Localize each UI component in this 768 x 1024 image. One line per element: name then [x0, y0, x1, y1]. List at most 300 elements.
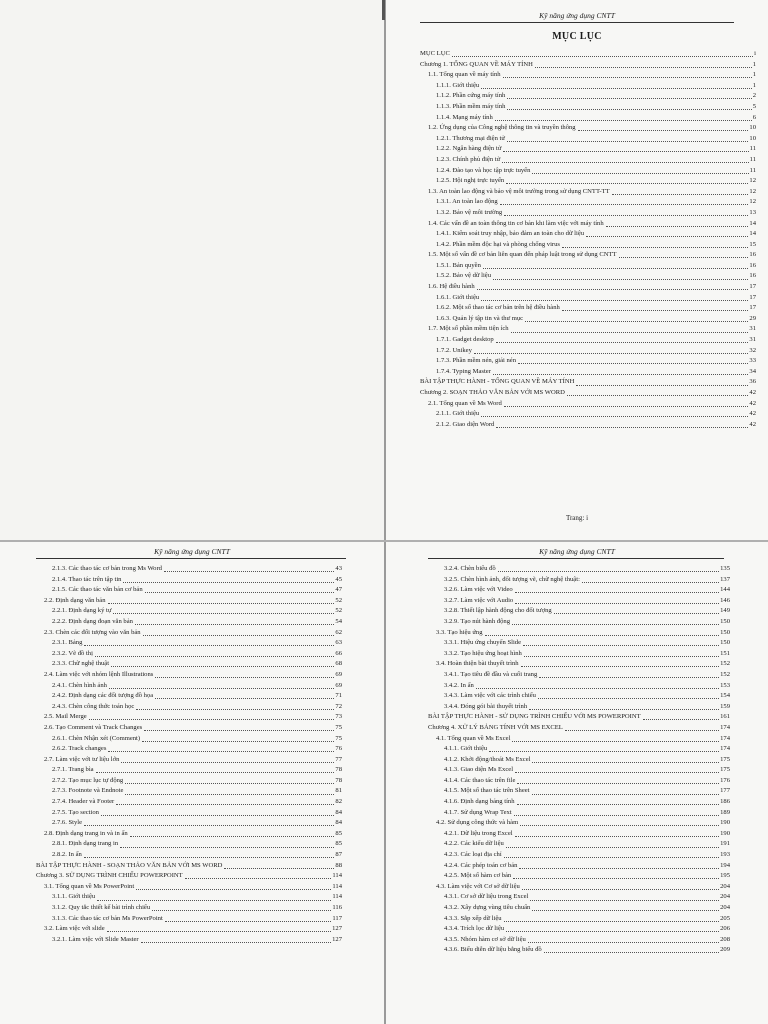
toc-entry-page: 87 — [335, 851, 342, 859]
toc-entry — [420, 123, 756, 134]
toc-entry-title: 3.1.1. Giới thiệu — [52, 893, 96, 901]
toc-entry-title: 3.4.4. Đóng gói bài thuyết trình — [444, 702, 528, 710]
toc-leader-dots — [539, 677, 719, 678]
toc-leader-dots — [107, 931, 331, 932]
scan-mark — [382, 0, 385, 20]
toc-entry-page: 206 — [720, 925, 730, 933]
toc-leader-dots — [532, 794, 720, 795]
toc-entry-title: 3.2.1. Làm việc với Slide Master — [52, 935, 139, 943]
toc-leader-dots — [532, 762, 719, 763]
toc-entry-page: 6 — [752, 113, 756, 121]
toc-entry — [36, 850, 342, 861]
toc-entry — [420, 208, 756, 219]
toc-leader-dots — [483, 268, 749, 269]
toc-leader-dots — [503, 151, 748, 152]
toc-entry — [36, 723, 342, 734]
toc-entry — [36, 786, 342, 797]
toc-entry-page: 31 — [749, 325, 756, 333]
toc-leader-dots — [185, 878, 332, 879]
toc-leader-dots — [500, 204, 749, 205]
toc-leader-dots — [136, 709, 334, 710]
toc-entry — [36, 585, 342, 596]
toc-entry — [36, 628, 342, 639]
toc-leader-dots — [511, 332, 749, 333]
toc-entry-page: 135 — [720, 565, 730, 572]
toc-leader-dots — [143, 635, 335, 636]
toc-entry-page: 54 — [335, 617, 342, 625]
toc-leader-dots — [503, 77, 752, 78]
toc-entry — [36, 839, 342, 850]
toc-entry-page: 63 — [335, 639, 342, 647]
toc-entry — [420, 303, 756, 314]
toc-leader-dots — [485, 635, 720, 636]
toc-leader-dots — [576, 385, 748, 386]
toc-entry — [428, 861, 730, 872]
toc-entry — [36, 765, 342, 776]
toc-leader-dots — [136, 889, 331, 890]
page-header: Kỹ năng ứng dụng CNTT — [154, 547, 230, 556]
toc-entry-title: 4.3.3. Sắp xếp dữ liệu — [444, 914, 502, 922]
toc-entry-title: 2.1. Tổng quan về Ms Word — [428, 399, 502, 407]
toc-entry-page: 75 — [335, 723, 342, 731]
toc-entry-page: 174 — [720, 723, 730, 731]
toc-entry-page: 154 — [720, 692, 730, 700]
toc-entry-page: 10 — [749, 124, 756, 132]
header-rule — [420, 22, 734, 23]
page-header: Kỹ năng ứng dụng CNTT — [539, 547, 615, 556]
toc-entry-page: 195 — [720, 872, 730, 880]
fold-line-vertical — [384, 0, 386, 1024]
toc-leader-dots — [477, 289, 749, 290]
toc-leader-dots — [164, 571, 334, 572]
toc-entry-title: 2.3.2. Vẽ đồ thị — [52, 649, 93, 657]
toc-leader-dots — [84, 645, 334, 646]
toc-entry-page: 150 — [720, 639, 730, 647]
toc-leader-dots — [524, 656, 719, 657]
toc-entry — [420, 388, 756, 399]
toc-entry-title: 3.2.6. Làm việc với Video — [444, 586, 513, 594]
toc-leader-dots — [544, 952, 719, 953]
toc-leader-dots — [493, 374, 748, 375]
toc-leader-dots — [489, 751, 719, 752]
toc-entry — [420, 166, 756, 177]
toc-entry-page: 144 — [720, 586, 730, 594]
toc-entry-title: BÀI TẬP THỰC HÀNH - SOẠN THẢO VĂN BẢN VỚI MS WORD — [36, 861, 223, 869]
toc-entry-title: 2.5. Mail Merge — [44, 713, 87, 721]
toc-entry-page: 73 — [335, 713, 342, 721]
toc-entry-title: 3.4.3. Làm việc với các trình chiếu — [444, 692, 536, 700]
toc-title: MỤC LỤC — [552, 31, 602, 42]
toc-entry-title: 3.2.9. Tạo nút hành động — [444, 617, 510, 625]
toc-entry-title: 4.1.1. Giới thiệu — [444, 745, 488, 753]
toc-entry-page: 81 — [335, 787, 342, 795]
toc-entry-page: 159 — [720, 702, 730, 710]
toc-entry-page: 14 — [749, 230, 756, 238]
toc-leader-dots — [108, 603, 335, 604]
toc-entry-page: 12 — [749, 177, 756, 185]
toc-entry-page: 45 — [335, 575, 342, 583]
toc-list — [36, 564, 342, 945]
toc-entry — [428, 776, 730, 787]
toc-leader-dots — [515, 836, 720, 837]
toc-entry-page: 174 — [720, 734, 730, 742]
toc-entry — [420, 70, 756, 81]
toc-entry-page: 127 — [332, 935, 342, 943]
toc-leader-dots — [120, 847, 334, 848]
toc-entry-page: 84 — [335, 808, 342, 816]
toc-leader-dots — [523, 645, 719, 646]
toc-entry — [428, 702, 730, 713]
header-rule — [36, 558, 346, 559]
toc-entry-page: 15 — [749, 240, 756, 248]
toc-entry — [428, 924, 730, 935]
toc-leader-dots — [141, 942, 331, 943]
toc-entry-page: 153 — [720, 681, 730, 689]
toc-entry-page: 190 — [720, 819, 730, 827]
toc-leader-dots — [520, 825, 719, 826]
toc-entry-title: 1.7.1. Gadget desktop — [436, 336, 494, 344]
toc-entry-page: 77 — [335, 755, 342, 763]
toc-leader-dots — [155, 677, 334, 678]
toc-entry — [420, 197, 756, 208]
toc-entry-title: BÀI TẬP THỰC HÀNH - TỔNG QUAN VỀ MÁY TÍNH — [420, 378, 575, 386]
toc-entry — [36, 818, 342, 829]
toc-entry-title: 1.3. An toàn lao động và bảo vệ môi trường trong sử dụng CNTT-TT — [428, 187, 610, 195]
toc-entry-page: 17 — [749, 293, 756, 301]
toc-entry-title: 1.1.1. Giới thiệu — [436, 81, 480, 89]
toc-entry — [36, 617, 342, 628]
toc-entry — [36, 691, 342, 702]
toc-entry-title: 4.2.3. Các loại địa chỉ — [444, 851, 502, 859]
toc-entry — [428, 818, 730, 829]
toc-entry-page: 85 — [335, 829, 342, 837]
toc-entry — [420, 271, 756, 282]
toc-entry-title: 4.3. Làm việc với Cơ sở dữ liệu — [436, 882, 520, 890]
toc-entry-title: 1.6.2. Một số thao tác cơ bản trên hệ điều hành — [436, 304, 560, 312]
toc-entry-title: BÀI TẬP THỰC HÀNH - SỬ DỤNG TRÌNH CHIẾU VỚI MS POWERPOINT — [428, 713, 641, 721]
toc-entry-page: 204 — [720, 882, 730, 890]
toc-entry-page: 204 — [720, 893, 730, 901]
toc-entry-page: 17 — [749, 283, 756, 291]
toc-entry — [36, 564, 342, 575]
toc-entry-page: 31 — [749, 336, 756, 344]
toc-entry — [428, 808, 730, 819]
toc-leader-dots — [481, 88, 751, 89]
toc-entry-page: 116 — [332, 904, 342, 911]
toc-entry-title: 3.4.2. In ấn — [444, 681, 474, 689]
toc-entry-page: 36 — [749, 378, 756, 386]
toc-entry-page: 175 — [720, 755, 730, 763]
toc-list — [420, 49, 756, 430]
toc-entry — [36, 712, 342, 723]
toc-entry-page: 12 — [749, 198, 756, 206]
toc-entry — [428, 575, 730, 586]
toc-leader-dots — [142, 741, 334, 742]
toc-entry — [428, 945, 730, 956]
toc-entry-title: 1.3.1. An toàn lao động — [436, 198, 498, 206]
toc-entry-title: 2.2. Định dạng văn bản — [44, 596, 106, 604]
toc-entry-page: 190 — [720, 829, 730, 837]
toc-entry-page: 114 — [332, 882, 342, 890]
toc-entry — [420, 134, 756, 145]
toc-entry-title: Chương 3. SỬ DỤNG TRÌNH CHIẾU POWERPOINT — [36, 872, 183, 880]
toc-entry — [36, 914, 342, 925]
toc-entry-title: 3.2.7. Làm việc với Audio — [444, 596, 514, 604]
toc-leader-dots — [123, 582, 334, 583]
toc-leader-dots — [529, 709, 719, 710]
toc-entry-page: 1 — [752, 71, 756, 79]
toc-entry — [428, 765, 730, 776]
toc-leader-dots — [562, 310, 749, 311]
toc-entry — [420, 346, 756, 357]
toc-entry — [420, 377, 756, 388]
toc-entry — [36, 935, 342, 946]
toc-entry — [420, 293, 756, 304]
toc-entry-page: 194 — [720, 861, 730, 869]
toc-entry-page: 84 — [335, 819, 342, 827]
toc-entry — [428, 606, 730, 617]
toc-leader-dots — [565, 730, 719, 731]
toc-entry-title: 2.8.2. In ấn — [52, 851, 82, 859]
toc-entry-page: 42 — [749, 420, 756, 428]
toc-leader-dots — [481, 300, 748, 301]
toc-leader-dots — [113, 613, 334, 614]
toc-entry-title: 4.3.1. Cơ sở dữ liệu trong Excel — [444, 893, 529, 901]
toc-entry — [36, 829, 342, 840]
toc-leader-dots — [101, 815, 334, 816]
toc-entry-title: 1.2.4. Đào tạo và học tập trực tuyến — [436, 166, 531, 174]
toc-entry-title: 3.3.2. Tạo hiệu ứng hoạt hình — [444, 649, 522, 657]
toc-entry-page: 1 — [752, 81, 756, 89]
toc-leader-dots — [452, 56, 753, 57]
toc-leader-dots — [506, 183, 748, 184]
toc-entry-page: 69 — [335, 670, 342, 678]
toc-entry-page: 42 — [749, 389, 756, 396]
toc-entry-page: 29 — [749, 314, 756, 322]
toc-entry-title: 2.3. Chèn các đối tượng vào văn bản — [44, 628, 141, 636]
toc-entry-title: 2.7.2. Tạo mục lục tự động — [52, 776, 124, 784]
page-footer: Trang: i — [565, 514, 589, 522]
toc-entry — [36, 649, 342, 660]
toc-entry-title: 1.7. Một số phần mềm tiện ích — [428, 325, 509, 333]
toc-entry — [420, 60, 756, 71]
toc-leader-dots — [498, 571, 719, 572]
toc-entry-title: 2.1.2. Giao diện Word — [436, 420, 495, 428]
toc-entry-title: 1.7.3. Phần mềm nén, giải nén — [436, 357, 517, 365]
toc-entry — [36, 596, 342, 607]
toc-entry-title: 1.5.1. Bản quyền — [436, 261, 481, 269]
toc-entry-page: 2 — [752, 92, 756, 100]
toc-entry-title: 2.3.3. Chữ nghệ thuật — [52, 660, 110, 668]
toc-entry-page: 78 — [335, 766, 342, 774]
toc-entry-page: 1 — [752, 60, 756, 68]
toc-entry-page: 204 — [720, 904, 730, 911]
toc-leader-dots — [496, 427, 748, 428]
toc-leader-dots — [535, 67, 752, 68]
toc-leader-dots — [130, 836, 335, 837]
toc-entry — [420, 144, 756, 155]
toc-entry — [428, 723, 730, 734]
toc-entry — [428, 638, 730, 649]
toc-entry — [36, 659, 342, 670]
toc-entry-page: 151 — [720, 649, 730, 657]
toc-leader-dots — [507, 109, 751, 110]
toc-entry-title: 3.2.5. Chèn hình ảnh, đối tượng vẽ, chữ nghệ thuật: — [444, 575, 580, 583]
toc-entry — [36, 744, 342, 755]
toc-leader-dots — [504, 921, 720, 922]
toc-leader-dots — [506, 931, 719, 932]
toc-leader-dots — [554, 613, 719, 614]
toc-entry-title: Chương 1. TỔNG QUAN VỀ MÁY TÍNH — [420, 60, 533, 68]
toc-entry-title: 1.2.2. Ngân hàng điện tử — [436, 145, 502, 153]
toc-entry-title: 3.4. Hoàn thiện bài thuyết trình — [436, 660, 519, 668]
toc-entry-page: 42 — [749, 399, 756, 407]
toc-entry-page: 68 — [335, 660, 342, 668]
toc-entry — [420, 282, 756, 293]
toc-entry-title: 4.1.4. Các thao tác trên file — [444, 776, 516, 784]
toc-entry — [420, 399, 756, 410]
toc-entry-page: 88 — [335, 861, 342, 869]
toc-entry — [36, 797, 342, 808]
toc-leader-dots — [116, 804, 334, 805]
toc-entry-title: 2.7.4. Header và Footer — [52, 798, 115, 806]
toc-leader-dots — [567, 395, 749, 396]
toc-entry-title: 1.4. Các vấn đề an toàn thông tin cơ bản khi làm việc với máy tính — [428, 219, 604, 227]
toc-leader-dots — [84, 857, 335, 858]
toc-entry-title: 2.6.1. Chèn Nhận xét (Comment) — [52, 734, 141, 742]
toc-entry-page: 82 — [335, 798, 342, 806]
toc-entry-title: 1.3.2. Bảo vệ môi trường — [436, 208, 503, 216]
toc-entry-page: 150 — [720, 628, 730, 636]
toc-entry-title: 2.1.3. Các thao tác cơ bản trong Ms Word — [52, 565, 162, 572]
toc-entry-page: 43 — [335, 565, 342, 572]
toc-entry — [36, 606, 342, 617]
toc-leader-dots — [109, 688, 334, 689]
toc-entry — [36, 681, 342, 692]
toc-entry-page: 161 — [720, 713, 730, 721]
toc-entry-title: 4.3.4. Trích lọc dữ liệu — [444, 925, 505, 933]
toc-entry-page: 117 — [332, 914, 342, 922]
page-header: Kỹ năng ứng dụng CNTT — [539, 11, 615, 20]
toc-leader-dots — [135, 624, 334, 625]
toc-entry — [420, 356, 756, 367]
toc-entry-page: 72 — [335, 702, 342, 710]
toc-entry — [428, 903, 730, 914]
toc-leader-dots — [612, 194, 749, 195]
toc-leader-dots — [530, 900, 719, 901]
toc-entry-title: 2.4.1. Chèn hình ảnh — [52, 681, 107, 689]
toc-entry-title: 2.7.1. Trang bìa — [52, 766, 94, 774]
toc-entry — [420, 335, 756, 346]
toc-entry — [428, 712, 730, 723]
toc-entry-title: 1.4.2. Phần mềm độc hại và phòng chống virus — [436, 240, 560, 248]
toc-entry — [36, 638, 342, 649]
toc-leader-dots — [582, 582, 719, 583]
toc-entry-title: 4.2.4. Các phép toán cơ bản — [444, 861, 518, 869]
toc-leader-dots — [519, 868, 719, 869]
toc-entry — [36, 575, 342, 586]
toc-leader-dots — [578, 130, 749, 131]
toc-leader-dots — [495, 120, 752, 121]
toc-leader-dots — [125, 783, 334, 784]
blank-page-top-left — [0, 0, 384, 540]
toc-entry-title: 2.4. Làm việc với nhóm lệnh Illustrations — [44, 670, 154, 678]
toc-entry-title: 4.1.3. Giao diện Ms Excel — [444, 766, 514, 774]
toc-entry — [428, 871, 730, 882]
toc-entry-page: 176 — [720, 776, 730, 784]
toc-entry-title: 4.1. Tổng quan về Ms Excel — [436, 734, 511, 742]
toc-entry — [36, 861, 342, 872]
toc-entry-page: 47 — [335, 586, 342, 594]
toc-leader-dots — [532, 173, 748, 174]
toc-entry — [428, 596, 730, 607]
toc-entry-page: 186 — [720, 798, 730, 806]
toc-entry-title: 1.4.1. Kiểm soát truy nhập, bảo đảm an toàn cho dữ liệu — [436, 230, 585, 238]
toc-entry-title: 2.7.5. Tạo section — [52, 808, 99, 816]
toc-leader-dots — [619, 257, 749, 258]
toc-leader-dots — [525, 321, 748, 322]
toc-entry — [420, 229, 756, 240]
toc-leader-dots — [518, 363, 748, 364]
toc-entry — [36, 871, 342, 882]
toc-entry-page: 189 — [720, 808, 730, 816]
toc-leader-dots — [513, 878, 719, 879]
toc-entry-page: 152 — [720, 670, 730, 678]
toc-entry-title: 2.6. Tạo Comment và Track Changes — [44, 723, 143, 731]
toc-entry-page: 42 — [749, 410, 756, 418]
toc-entry-page: 137 — [720, 575, 730, 583]
toc-entry-title: 2.6.2. Track changes — [52, 745, 107, 753]
toc-entry — [428, 744, 730, 755]
toc-entry — [428, 882, 730, 893]
toc-entry-page: 76 — [335, 745, 342, 753]
toc-entry-page: i — [754, 50, 756, 57]
toc-entry-page: 33 — [749, 357, 756, 365]
toc-entry-title: 3.2.8. Thiết lập hành động cho đối tượng — [444, 607, 552, 615]
toc-entry — [428, 649, 730, 660]
toc-entry-title: 2.1.1. Giới thiệu — [436, 410, 480, 418]
toc-entry — [428, 797, 730, 808]
toc-leader-dots — [507, 141, 748, 142]
toc-entry — [36, 702, 342, 713]
toc-entry — [428, 829, 730, 840]
toc-entry-title: 2.2.2. Định dạng đoạn văn bản — [52, 617, 133, 625]
toc-entry-title: 1.1.3. Phần mềm máy tính — [436, 102, 506, 110]
toc-entry-title: 4.3.6. Biểu diễn dữ liệu bằng biểu đồ — [444, 946, 542, 954]
toc-entry-title: 3.4.1. Tạo tiêu đề đầu và cuối trang — [444, 670, 538, 678]
toc-entry — [428, 892, 730, 903]
toc-entry-page: 16 — [749, 272, 756, 280]
toc-leader-dots — [155, 698, 334, 699]
toc-entry — [428, 839, 730, 850]
toc-entry — [428, 617, 730, 628]
toc-leader-dots — [506, 847, 719, 848]
toc-entry — [428, 914, 730, 925]
toc-leader-dots — [538, 698, 719, 699]
toc-leader-dots — [522, 889, 719, 890]
toc-entry-page: 10 — [749, 134, 756, 142]
toc-entry-title: 1.6.1. Giới thiệu — [436, 293, 480, 301]
toc-entry-page: 174 — [720, 745, 730, 753]
toc-leader-dots — [111, 666, 334, 667]
toc-entry-page: 52 — [335, 596, 342, 604]
toc-entry — [36, 755, 342, 766]
toc-leader-dots — [108, 751, 334, 752]
toc-entry-title: 2.4.2. Định dạng các đối tượng đồ họa — [52, 692, 154, 700]
toc-leader-dots — [507, 98, 751, 99]
toc-entry-title: 4.2. Sử dụng công thức và hàm — [436, 819, 519, 827]
toc-entry-title: 3.2.4. Chèn biểu đồ — [444, 565, 496, 572]
